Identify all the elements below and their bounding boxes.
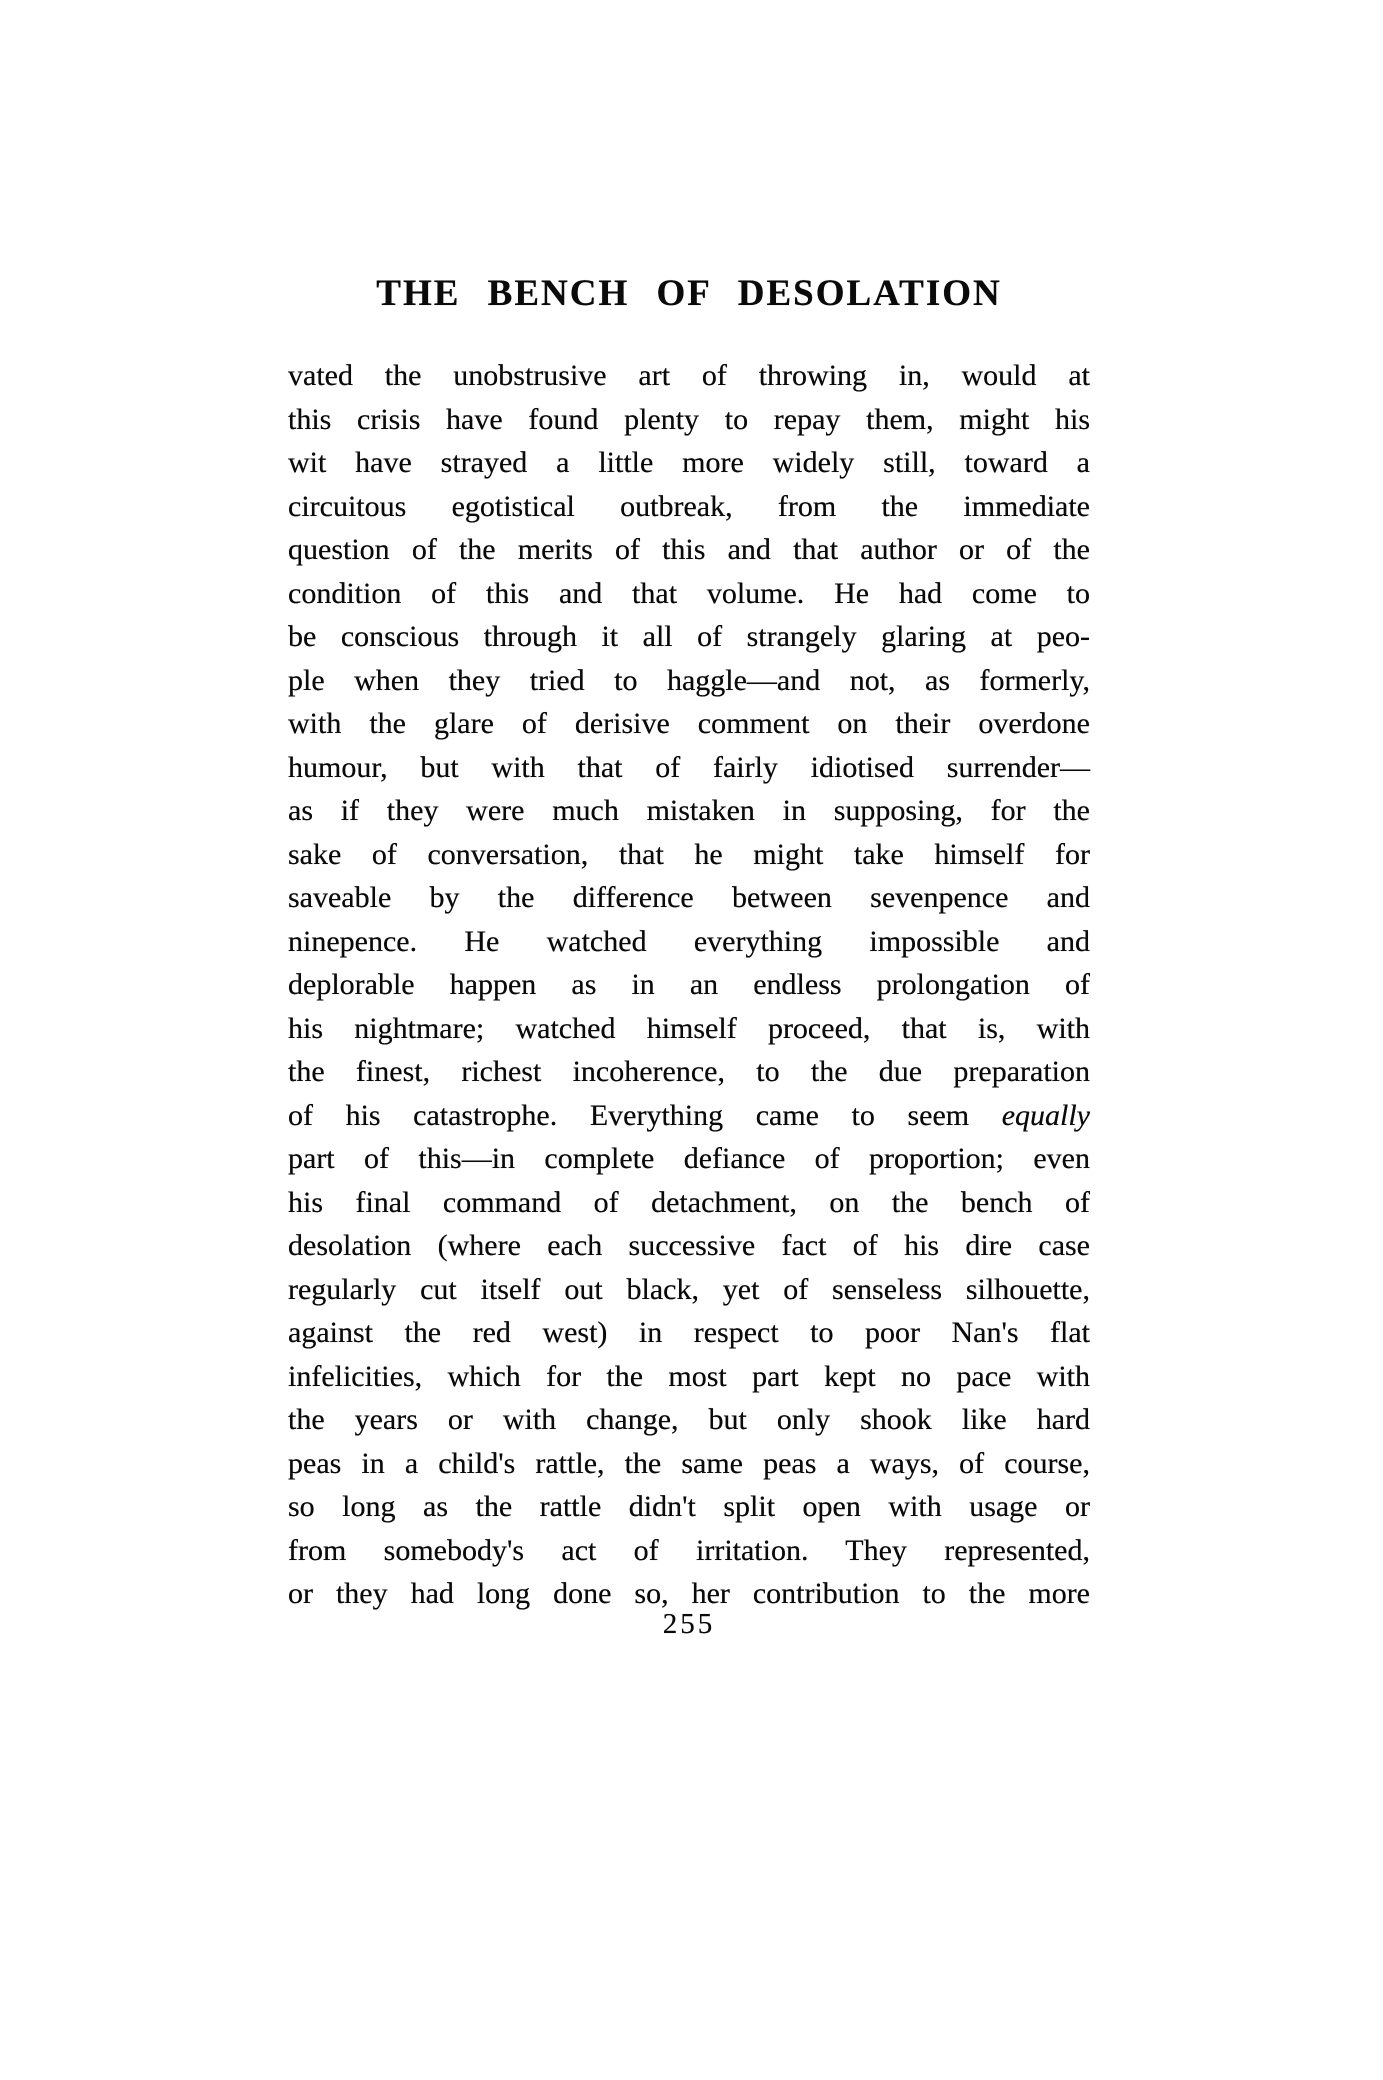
text-line — [288, 1485, 1090, 1529]
text-run: as if they were much mistaken in supposing, for the — [288, 794, 1090, 827]
text-run: wit have strayed a little more widely still, toward a — [288, 446, 1090, 479]
text-line — [288, 1311, 1090, 1355]
text-line — [288, 789, 1090, 833]
text-line — [288, 1398, 1090, 1442]
text-run: with the glare of derisive comment on their overdone — [288, 707, 1090, 740]
text-line — [288, 1529, 1090, 1573]
body-text — [288, 354, 1090, 1616]
italic-text-run: equally — [1001, 1098, 1090, 1132]
text-line — [288, 963, 1090, 1007]
text-run: question of the merits of this and that author or of the — [288, 533, 1090, 566]
text-run: the finest, richest incoherence, to the due preparation — [288, 1055, 1090, 1088]
text-run: be conscious through it all of strangely glaring at peo- — [288, 620, 1090, 653]
text-run: deplorable happen as in an endless prolongation of — [288, 968, 1090, 1001]
text-line — [288, 398, 1090, 442]
text-line — [288, 1224, 1090, 1268]
text-line — [288, 746, 1090, 790]
text-run: infelicities, which for the most part kept no pace with — [288, 1359, 1090, 1393]
text-line — [288, 659, 1090, 703]
text-run: ple when they tried to haggle—and not, as formerly, — [288, 663, 1090, 697]
text-line — [288, 615, 1090, 659]
text-run: peas in a child's rattle, the same peas a ways, of course, — [288, 1446, 1090, 1480]
text-line — [288, 1094, 1090, 1138]
text-run: circuitous egotistical outbreak, from the immediate — [288, 489, 1090, 523]
text-line — [288, 1137, 1090, 1181]
text-run: ninepence. He watched everything impossible and — [288, 924, 1090, 958]
text-line — [288, 833, 1090, 877]
text-line — [288, 572, 1090, 616]
text-run: part of this—in complete defiance of proportion; even — [288, 1142, 1090, 1175]
page-title: THE BENCH OF DESOLATION — [376, 273, 1002, 314]
text-run: the years or with change, but only shook like hard — [288, 1403, 1090, 1436]
text-line — [288, 528, 1090, 572]
text-run: humour, but with that of fairly idiotised surrender— — [288, 750, 1090, 784]
text-line — [288, 485, 1090, 529]
page-number: 255 — [662, 1608, 716, 1640]
text-run: his nightmare; watched himself proceed, that is, with — [288, 1011, 1090, 1045]
text-run: regularly cut itself out black, yet of senseless silhouette, — [288, 1272, 1090, 1306]
text-run: of his catastrophe. Everything came to seem — [288, 1098, 1002, 1132]
text-line — [288, 1355, 1090, 1399]
text-run: desolation (where each successive fact of his dire case — [288, 1229, 1090, 1262]
text-line — [288, 1442, 1090, 1486]
text-run: vated the unobstrusive art of throwing in, would at — [288, 359, 1090, 392]
text-run: sake of conversation, that he might take himself for — [288, 837, 1090, 871]
text-run: against the red west) in respect to poor Nan's flat — [288, 1316, 1090, 1349]
text-run: his final command of detachment, on the bench of — [288, 1185, 1090, 1219]
text-line — [288, 1181, 1090, 1225]
text-line — [288, 1007, 1090, 1051]
text-line — [288, 702, 1090, 746]
text-line — [288, 1050, 1090, 1094]
text-run: saveable by the difference between sevenpence and — [288, 881, 1090, 914]
text-line — [288, 441, 1090, 485]
text-run: so long as the rattle didn't split open with usage or — [288, 1490, 1090, 1523]
text-run: condition of this and that volume. He had come to — [288, 576, 1090, 610]
text-line — [288, 354, 1090, 398]
text-run: from somebody's act of irritation. They represented, — [288, 1533, 1090, 1567]
text-run: or they had long done so, her contribution to the more — [288, 1577, 1090, 1610]
text-run: this crisis have found plenty to repay them, might his — [288, 402, 1090, 436]
text-line — [288, 876, 1090, 920]
text-line — [288, 920, 1090, 964]
text-line — [288, 1268, 1090, 1312]
